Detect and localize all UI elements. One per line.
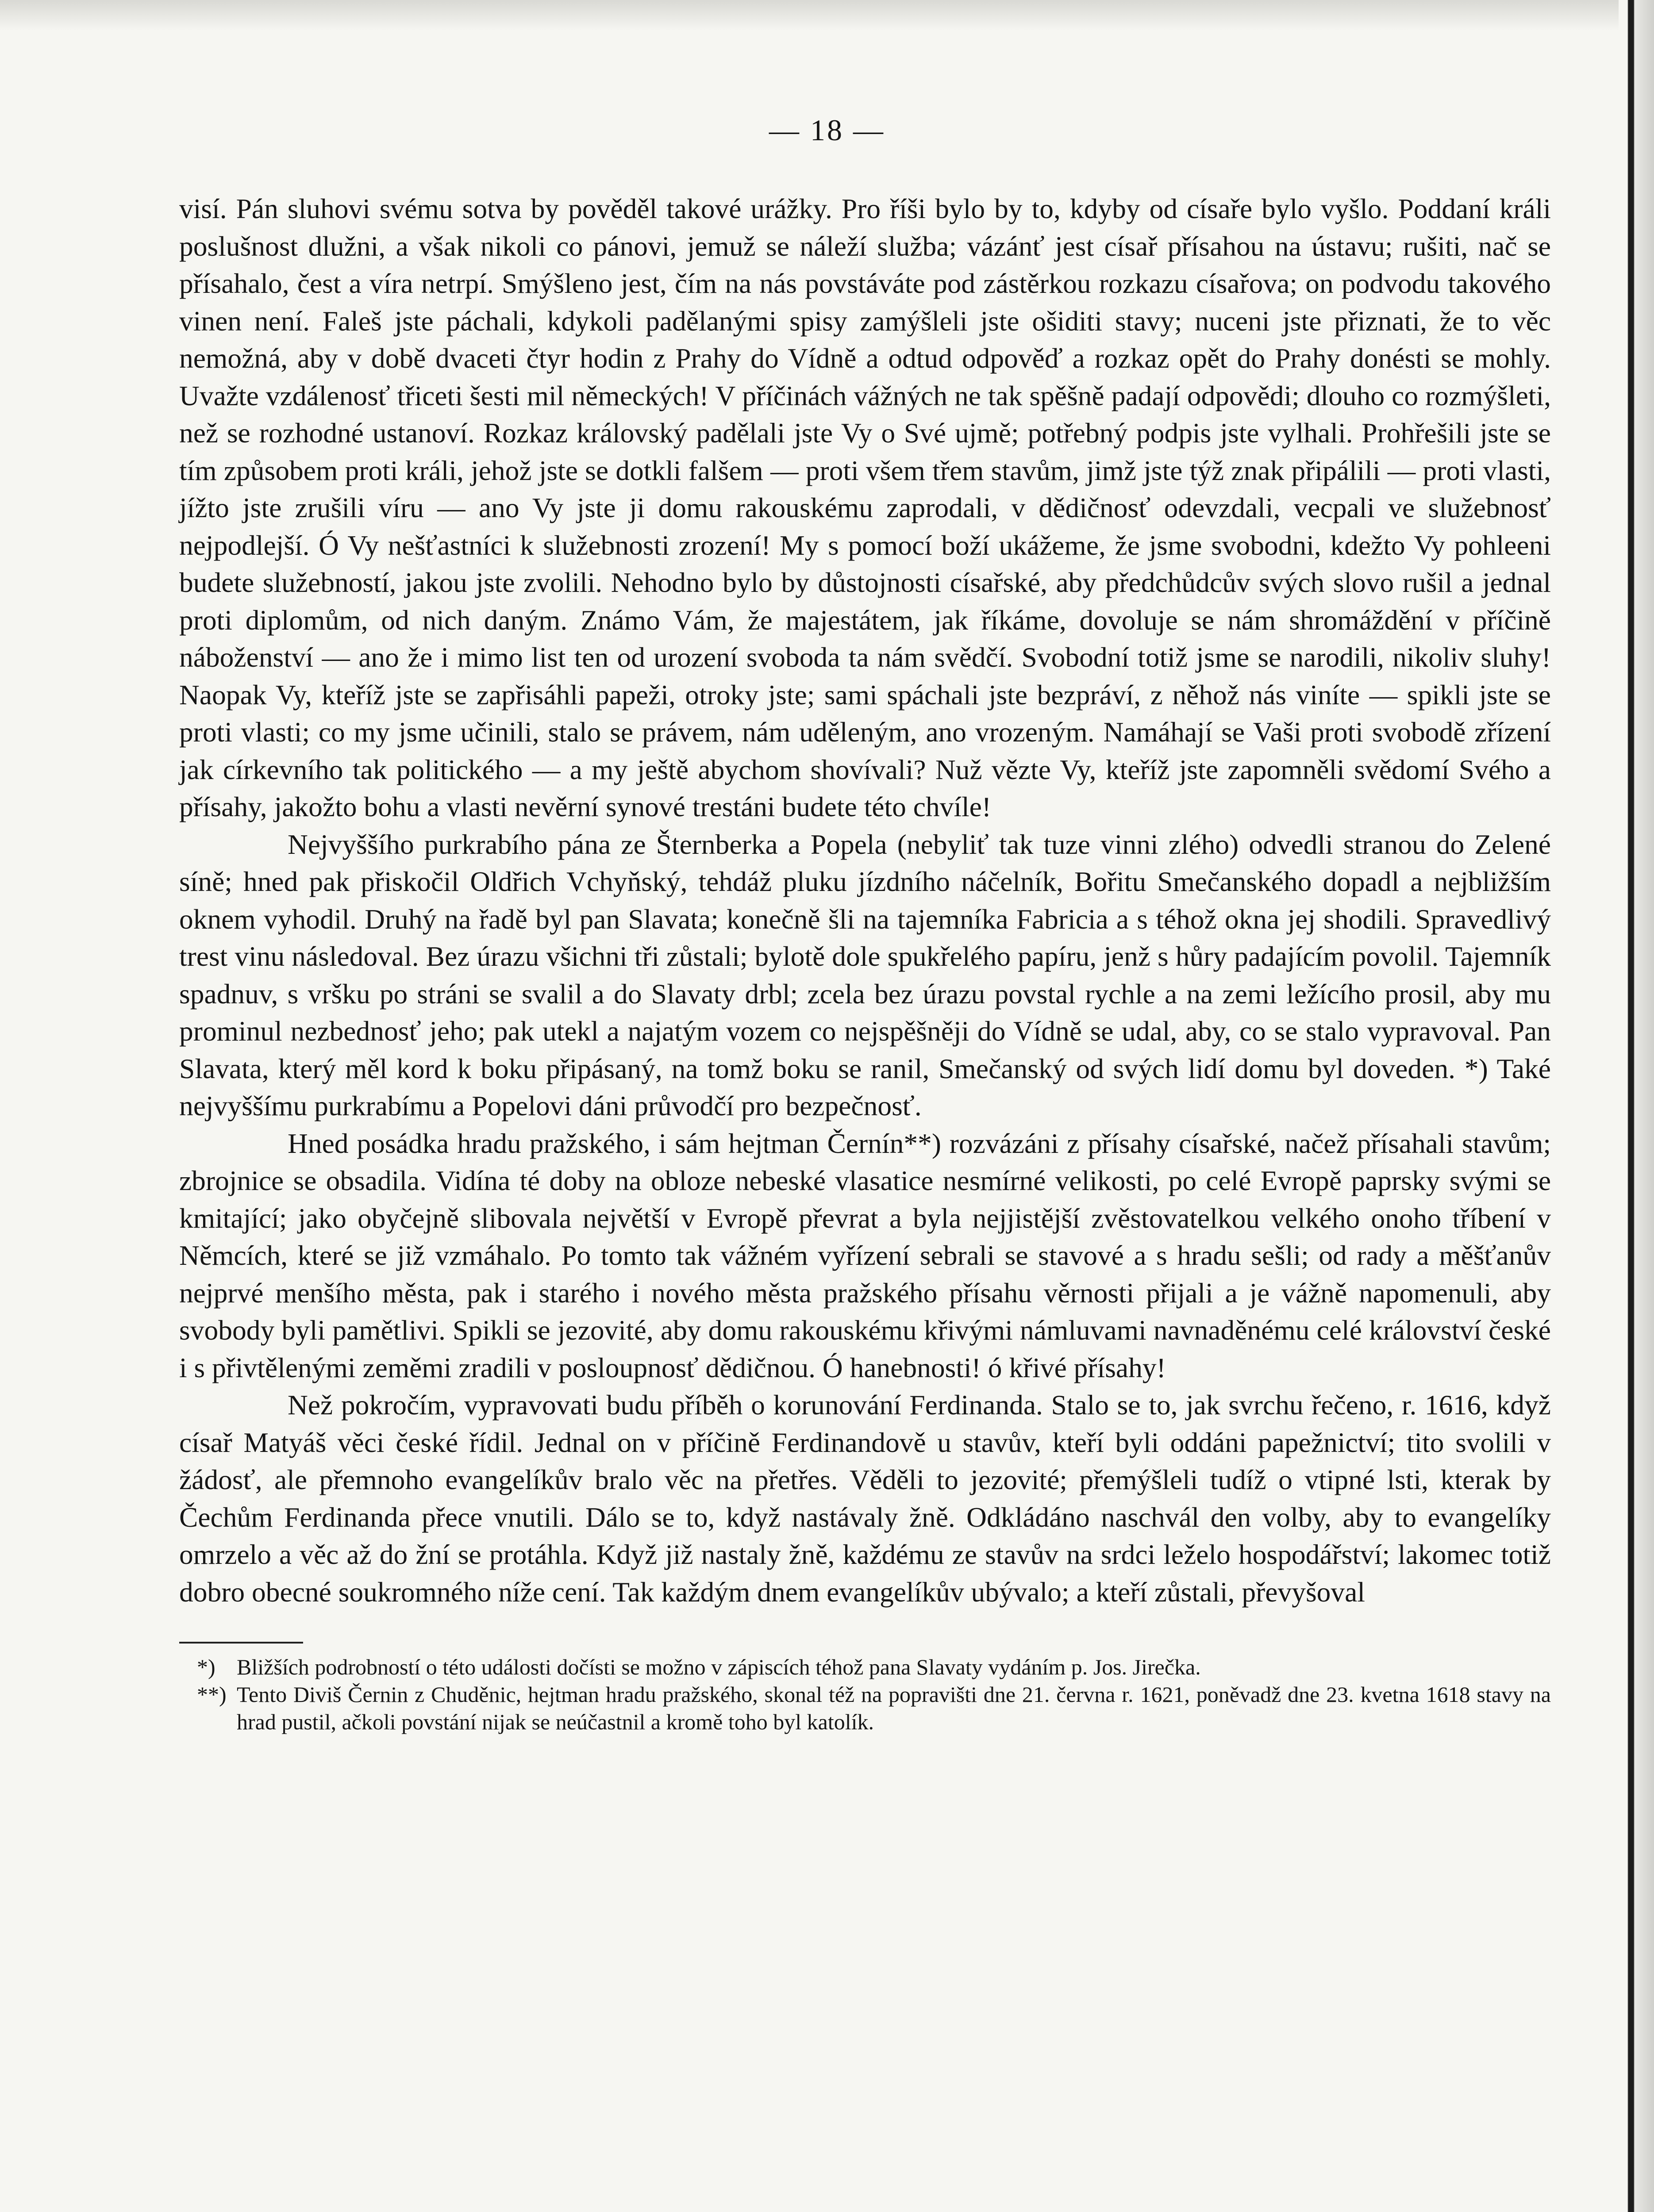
paragraph-1: visí. Pán sluhovi svému sotva by pověděl takové urážky. Pro říši bylo by to, kdyby od císaře bylo vyšlo. Poddaní králi poslušnost dlužni, a však nikoli co pánovi, jemuž se náleží služba; vázánť jest císař přísahou na ústavu; rušiti, nač se přísahalo, čest a víra netrpí. Smýšleno jest, čím na nás povstáváte pod zástěrkou rozkazu císařova; on podvodu takového vinen není. Faleš jste páchali, kdykoli padělanými spisy zamýšleli jste ošiditi stavy; nuceni jste přiznati, že to věc nemožná, aby v době dvaceti čtyr hodin z Prahy do Vídně a odtud odpověď a rozkaz opět do Prahy donésti se mohly. Uvažte vzdálenosť třiceti šesti mil německých! V příčinách vážných ne tak spěšně padají odpovědi; dlouho co rozmýšleti, než se rozhodné ustanoví. Rozkaz královský padělali jste Vy o Své ujmě; potřebný podpis jste vylhali. Prohřešili jste se tím způsobem proti králi, jehož jste se dotkli falšem — proti všem třem stavům, jimž jste týž znak připálili — proti vlasti, jížto jste zrušili víru — ano Vy jste ji domu rakouskému zaprodali, v dědičnosť odevzdali, vecpali ve služebnosť nejpodlejší. Ó Vy nešťastníci k služebnosti zrození! My s pomocí boží ukážeme, že jsme svobodni, kdežto Vy pohleeni budete služebností, jakou jste zvolili. Nehodno bylo by důstojnosti císařské, aby předchůdcův svých slovo rušil a jednal proti diplomům, od nich daným. Známo Vám, že majestátem, jak říkáme, dovoluje se nám shromáždění v příčině náboženství — ano že i mimo list ten od urození svoboda ta nám svědčí. Svobodní totiž jsme se narodili, nikoliv sluhy! Naopak Vy, kteříž jste se zapřisáhli papeži, otroky jste; sami spáchali jste bezpráví, z něhož nás viníte — spikli jste se proti vlasti; co my jsme učinili, stalo se právem, nám uděleným, ano vrozeným. Namáhají se Vaši proti svobodě zřízení jak církevního tak politického — a my ještě abychom shovívali? Nuž vězte Vy, kteříž jste zapomněli svědomí Svého a přísahy, jakožto bohu a vlasti nevěrní synové trestáni budete této chvíle! [179, 193, 1551, 822]
scan-right-border [1619, 0, 1654, 2212]
footnote-rule [179, 1642, 303, 1644]
footnote-1 [179, 1653, 1551, 1681]
body-text [179, 190, 1551, 1611]
paragraph-3: Hned posádka hradu pražského, i sám hejtman Černín**) rozvázáni z přísahy císařské, načež přísahali stavům; zbrojnice se obsadila. Vidína té doby na obloze nebeské vlasatice nesmírné velikosti, po celé Evropě paprsky svými se kmitající; jako obyčejně slibovala největší v Evropě převrat a byla nejjistější zvěstovatelkou velkého onoho tříbení v Němcích, které se již vzmáhalo. Po tomto tak vážném vyřízení sebrali se stavové a s hradu sešli; od rady a měšťanův nejprvé menšího města, pak i starého i nového města pražského přísahu věrnosti přijali a je vážně napomenuli, aby svobody byli pamětlivi. Spikli se jezovité, aby domu rakouskému křivými námluvami navnaděnému celé království české i s přivtělenými zeměmi zradili v posloupnosť dědičnou. Ó hanebnosti! ó křivé přísahy! [179, 1127, 1551, 1383]
footnote-text: Tento Diviš Černin z Chuděnic, hejtman hradu pražského, skonal též na popravišti dne 21. června r. 1621, poněvadž dne 23. kvetna 1618 stavy na hrad pustil, ačkoli povstání nijak se neúčastnil a kromě toho byl katolík. [237, 1682, 1551, 1734]
paragraph-4: Než pokročím, vypravovati budu příběh o korunování Ferdinanda. Stalo se to, jak svrchu řečeno, r. 1616, když císař Matyáš věci české řídil. Jednal on v příčině Ferdinandově u stavův, kteří byli oddáni papežnictví; tito svolili v žádosť, ale přemnoho evangelíkův bralo věc na přetřes. Věděli to jezovité; přemýšleli tudíž o vtipné lsti, kterak by Čechům Ferdinanda přece vnutili. Dálo se to, když nastávaly žně. Odkládáno naschvál den volby, aby to evangelíky omrzelo a věc až do žní se protáhla. Když již nastaly žně, každému ze stavův na srdci leželo hospodářství; lakomec totiž dobro obecné soukromného níže cení. Tak každým dnem evangelíkův ubývalo; a kteří zůstali, převyšoval [179, 1389, 1551, 1608]
footnotes [179, 1653, 1551, 1736]
scan-top-shadow [0, 0, 1654, 31]
footnote-text: Bližších podrobností o této události dočísti se možno v zápiscích téhož pana Slavaty vydáním p. Jos. Jirečka. [237, 1655, 1201, 1679]
page-number: — 18 — [769, 113, 885, 147]
footnote-2 [179, 1681, 1551, 1736]
footnote-marker: *) [197, 1655, 215, 1679]
paragraph-2: Nejvyššího purkrabího pána ze Šternberka a Popela (nebyliť tak tuze vinni zlého) odvedli stranou do Zelené síně; hned pak přiskočil Oldřich Vchyňský, tehdáž pluku jízdního náčelník, Bořitu Smečanského dopadl a nejbližším oknem vyhodil. Druhý na řadě byl pan Slavata; konečně šli na tajemníka Fabricia a s téhož okna jej shodili. Spravedlivý trest vinu následoval. Bez úrazu všichni tři zůstali; bylotě dole spukřelého papíru, jenž s hůry padajícím povolil. Tajemník spadnuv, s vršku po stráni se svalil a do Slavaty drbl; zcela bez úrazu povstal rychle a na zemi ležícího prosil, aby mu prominul nezbednosť jeho; pak utekl a najatým vozem co nejspěšněji do Vídně se udal, aby, co se stalo vypravoval. Pan Slavata, který měl kord k boku připásaný, na tomž boku se ranil, Smečanský od svých lidí domu byl doveden. *) Také nejvyššímu purkrabímu a Popelovi dáni průvodčí pro bezpečnosť. [179, 828, 1551, 1121]
page-content [179, 190, 1551, 1736]
footnote-marker: **) [197, 1682, 227, 1707]
